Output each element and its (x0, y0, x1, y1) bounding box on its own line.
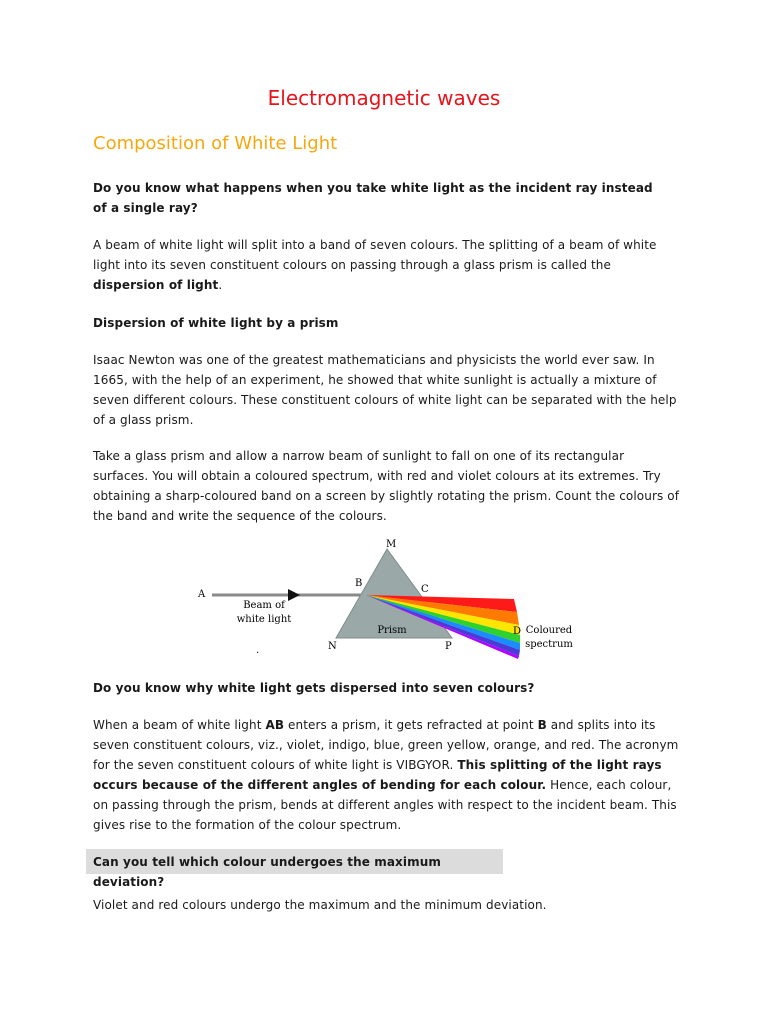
paragraph-4 (93, 715, 681, 835)
p4-bold-b: B (537, 718, 547, 732)
stray-dot: . (256, 645, 260, 656)
subheading: Dispersion of white light by a prism (93, 316, 339, 330)
paragraph-1 (93, 235, 663, 295)
prism-dispersion-figure (190, 535, 580, 660)
question-2: Do you know why white light gets dispersed into seven colours? (93, 681, 535, 695)
label-m: M (386, 539, 397, 550)
paragraph-1-text: A beam of white light will split into a band of seven colours. The splitting of a beam of white light into its seven constituent colours on passing through a glass prism is called the (93, 238, 657, 272)
p4-bold-sentence: This splitting of the light rays occurs because of the different angles of bending for each colour. (93, 758, 662, 792)
question-1: Do you know what happens when you take white light as the incident ray instead of a single ray? (93, 181, 653, 215)
label-c: C (421, 584, 429, 595)
label-p: P (445, 641, 452, 652)
spectrum-label-line1: Coloured (525, 625, 573, 636)
label-a: A (198, 589, 206, 600)
spectrum-label-line2: spectrum (525, 639, 573, 650)
paragraph-2: Isaac Newton was one of the greatest mathematicians and physicists the world ever saw. In 1665, with the help of an experiment, he showed that white sunlight is actually a mixture of seven different colours. These constituent colours of white light can be separated with the help of a glass prism. (93, 353, 677, 427)
paragraph-5: Violet and red colours undergo the maximum and the minimum deviation. (93, 898, 547, 912)
p4-bold-ab: AB (265, 718, 285, 732)
paragraph-3: Take a glass prism and allow a narrow beam of sunlight to fall on one of its rectangular surfaces. You will obtain a coloured spectrum, with red and violet colours at its extremes. Try obtaining a sharp-coloured band on a screen by slightly rotating the prism. Count the colours of the band and write the sequence of the colours. (93, 449, 680, 523)
p4-text-2: enters a prism, it gets refracted at point (284, 718, 538, 732)
dispersion-term: dispersion of light (93, 278, 219, 292)
beam-label-line1: Beam of (243, 600, 285, 611)
p4-text-3: and splits into its seven constituent colours, viz., violet, indigo, blue, green yellow, orange, and red. The acronym for the seven constituent colours of white light is VIBGYOR. (93, 718, 679, 772)
p4-text-1: When a beam of white light (93, 718, 266, 732)
section-heading: Composition of White Light (93, 133, 338, 154)
paragraph-1-end: . (218, 278, 223, 292)
question-3-box (86, 849, 503, 889)
question-3: Can you tell which colour undergoes the maximum deviation? (93, 855, 441, 889)
p4-text-4: Hence, each colour, on passing through the prism, bends at different angles with respect to the incident beam. This gives rise to the formation of the colour spectrum. (93, 778, 677, 832)
label-b: B (355, 578, 363, 589)
prism-label: Prism (377, 625, 407, 636)
beam-arrow-icon (288, 589, 300, 601)
label-n: N (328, 641, 337, 652)
label-d: D (513, 626, 522, 637)
beam-label-line2: white light (236, 614, 292, 625)
page-title: Electromagnetic waves (267, 86, 501, 110)
